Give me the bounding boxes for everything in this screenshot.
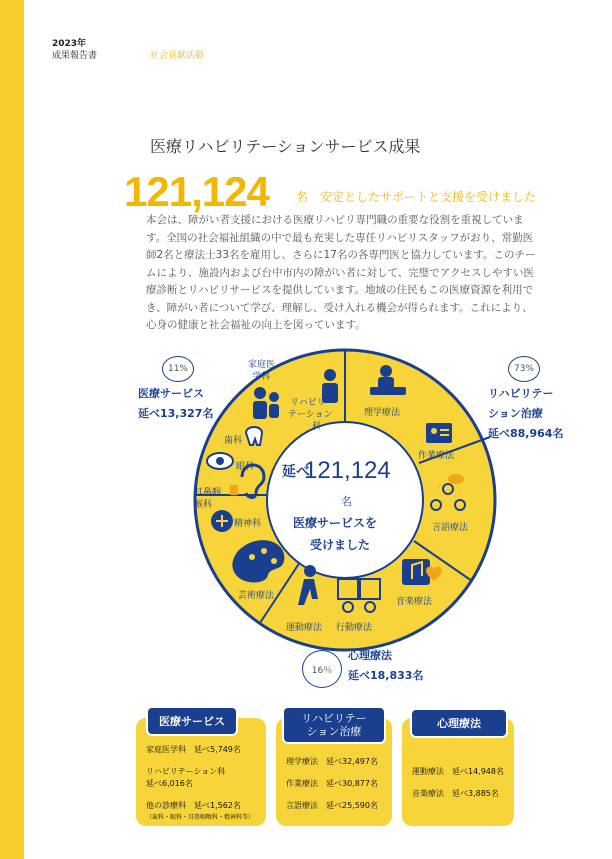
medical-pct: 11%	[167, 364, 188, 374]
seg-activity: 行動療法	[336, 623, 373, 633]
seg-ent-1: 耳鼻咽	[194, 488, 222, 498]
center-unit: 名	[341, 495, 352, 508]
seg-rehabdept-1: リハビリ	[290, 398, 326, 408]
center-line-2: 受けました	[310, 538, 371, 552]
card-psych-title: 心理療法	[437, 717, 481, 730]
card-rehab-line-1: 理学療法 延べ32,497名	[286, 757, 378, 766]
card-rehab-tab	[282, 706, 386, 744]
seg-family-1: 家庭医	[248, 360, 276, 370]
rehab-pct: 73%	[513, 364, 534, 374]
psych-pct-bubble	[302, 650, 342, 688]
yellow-sidebar	[0, 0, 24, 859]
card-medical-tab	[146, 706, 238, 736]
center-line-1: 医療サービスを	[293, 516, 378, 530]
medical-callout-name: 医療サービス	[138, 387, 204, 400]
card-psych-tab	[410, 708, 508, 738]
card-medical-line-3: 他の診療科 延べ1,562名	[146, 801, 241, 810]
center-prefix: 延べ	[282, 464, 310, 480]
header-category: 社会貢献活動	[150, 51, 205, 61]
card-rehab-line-3: 言語療法 延べ25,590名	[286, 801, 378, 810]
card-rehab-line-2: 作業療法 延べ30,877名	[286, 779, 378, 788]
seg-rehabdept-3: 科	[312, 422, 322, 432]
body-paragraph: 本会は、障がい者支援における医療リハビリ専門職の重要な役割を重視しています。全国の社会福祉組織の中で最も充実した専任リハビリスタッフがおり、常勤医師2名と療法士33名を雇用し、さらに17名の各専門医と協力しています。このチームにより、施設内および台中市内の障がい者に対して、完璧でアクセスしやすい医療診断とリハビリサービスを提供しています。地域の住民もこの医療資源を利用でき、障がい者について学び、理解し、受け入れる機会が得られます。これにより、心身の健康と社会福祉の向上を図っています。	[146, 214, 536, 331]
card-rehab-title-2: ション治療	[306, 725, 362, 738]
seg-dental: 歯科	[224, 436, 243, 446]
card-medical-line-1: 家庭医学科 延べ5,749名	[146, 745, 241, 754]
seg-pt: 理学療法	[364, 408, 401, 418]
seg-exercise: 運動療法	[286, 623, 323, 633]
card-psych-line-1: 運動療法 延べ14,948名	[412, 767, 504, 776]
seg-ent-2: 喉科	[194, 500, 213, 510]
card-rehab-title-1: リハビリテー	[301, 712, 367, 725]
rehab-callout-name-2: ション治療	[488, 407, 543, 420]
rehab-callout-count: 延べ88,964名	[488, 427, 564, 440]
hero-subtitle: 名 安定としたサポートと支援を受けました	[296, 190, 537, 204]
services-wheel	[190, 345, 500, 655]
psychiatry-icon	[211, 510, 233, 532]
section-title: 医療リハビリテーションサービス成果	[150, 137, 421, 156]
seg-ot: 作業療法	[418, 451, 455, 461]
medical-callout-count: 延べ13,327名	[138, 407, 214, 420]
psych-callout-count: 延べ18,833名	[348, 669, 424, 682]
header-year: 2023年	[52, 39, 87, 49]
seg-art: 芸術療法	[238, 591, 275, 601]
card-psych-line-2: 音楽療法 延べ3,885名	[412, 789, 499, 798]
seg-music: 音楽療法	[396, 597, 433, 607]
psych-callout-name: 心理療法	[348, 649, 392, 662]
header-title: 成果報告書	[52, 51, 98, 61]
center-number: 121,124	[304, 457, 391, 484]
seg-st: 言語療法	[432, 523, 469, 533]
psych-pct: 16％	[311, 665, 333, 676]
dental-icon	[246, 427, 262, 445]
rehab-callout-name-1: リハビリテー	[488, 387, 554, 400]
seg-eye: 眼科	[236, 462, 255, 472]
card-medical-line-2b: 延べ6,016名	[146, 779, 193, 788]
card-medical-note: （歯科・眼科・耳鼻咽喉科・精神科等）	[146, 814, 255, 821]
occupational-therapy-icon	[426, 423, 452, 443]
card-medical-title: 医療サービス	[159, 715, 225, 728]
seg-psychiatry: 精神科	[234, 519, 262, 529]
rehab-pct-bubble	[508, 356, 540, 382]
hero-number: 121,124	[124, 168, 269, 215]
seg-rehabdept-2: テーション	[288, 410, 333, 420]
card-medical-line-2a: リハビリテーション科	[146, 767, 226, 776]
eye-icon	[207, 453, 233, 469]
seg-family-2: 学科	[252, 372, 271, 382]
